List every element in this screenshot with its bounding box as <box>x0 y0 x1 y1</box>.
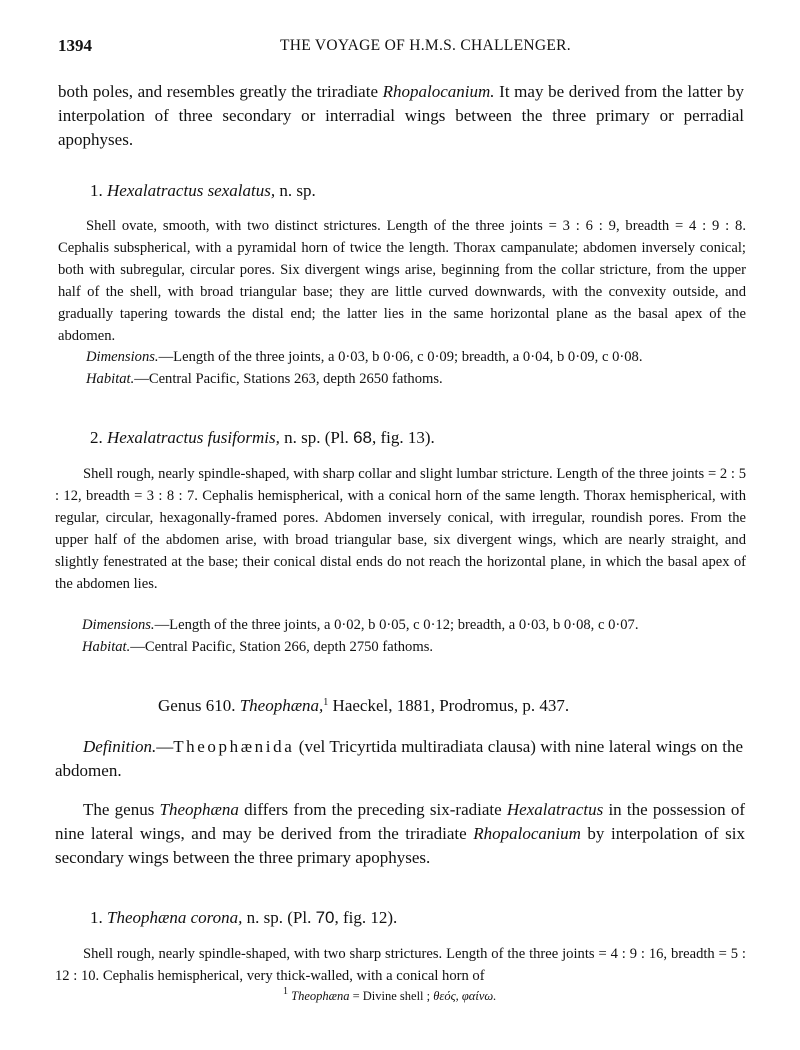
species-suffix: n. sp. (Pl. <box>242 908 316 927</box>
definition-family: Theophænida <box>173 737 295 756</box>
intro-genus-rhopalocanium: Rhopalocanium. <box>382 82 495 101</box>
genus-text-4: by interpolation of six secondary wings between the three primary apophyses. <box>55 824 745 867</box>
page-header <box>58 36 748 60</box>
figure-reference: , fig. 12). <box>334 908 398 927</box>
footnote-marker: 1 <box>323 697 329 708</box>
intro-text-2: It may be derived from the latter by interpolation of three secondary or interradial wings between the three primary or perradial apophyses. <box>58 82 744 149</box>
species-description-corona: Shell rough, nearly spindle-shaped, with two sharp strictures. Length of the three joints = 4 : 9 : 16, breadth = 5 : 12 : 10. Cephalis hemispherical, very thick-walled, with a conical horn of <box>55 946 746 984</box>
genus-text-2: differs from the preceding six-radiate <box>238 800 507 819</box>
intro-text-1: both poles, and resembles greatly the triradiate <box>58 82 383 101</box>
genus-paragraph <box>55 798 745 870</box>
habitat-line-fusiformis <box>82 636 746 658</box>
definition-text: (vel Tricyrtida multiradiata clausa) with nine lateral wings on the abdomen. <box>55 737 743 780</box>
species-description-sexalatus: Shell ovate, smooth, with two distinct strictures. Length of the three joints = 3 : 6 : 9, breadth = 4 : 9 : 8. Cephalis subspherical, with a pyramidal horn of twice the length. Thorax campanulate; abdomen inversely conical; both with subregular, circular pores. Six divergent wings arise, beginning from the collar stricture, from the upper half of the shell, with broad triangular base; they are little curved downwards, with the convexity outside, and gradually tapering towards the distal end; the latter lies in the same horizontal plane as the basal apex of the abdomen. <box>58 218 746 344</box>
species-heading-sexalatus <box>90 179 730 203</box>
dimensions-text: —Length of the three joints, a 0·03, b 0·06, c 0·09; breadth, a 0·04, b 0·09, c 0·08. <box>158 349 643 365</box>
dimensions-text: —Length of the three joints, a 0·02, b 0·05, c 0·12; breadth, a 0·03, b 0·08, c 0·07. <box>154 617 639 633</box>
species-description-fusiformis: Shell rough, nearly spindle-shaped, with sharp collar and slight lumbar stricture. Length of the three joints = 2 : 5 : 12, breadth = 3 : 8 : 7. Cephalis hemispherical, with a conical horn of the same length. Thorax hemispherical, with regular, circular, hexagonally-framed pores. Abdomen inversely conical, with irregular, roundish pores. From the upper half of the abdomen arise, with broad triangular base, six divergent wings, which are nearly straight, and slightly fenestrated at the base; their conical distal ends do not reach the horizontal plane, in which the basal apex of the abdomen lies. <box>55 466 746 592</box>
species-heading-fusiformis <box>90 426 730 450</box>
running-title: THE VOYAGE OF H.M.S. CHALLENGER. <box>280 37 571 54</box>
habitat-label: Habitat. <box>82 639 131 655</box>
genus-text-1: The genus <box>83 800 160 819</box>
species-name: Theophæna corona, <box>107 908 243 927</box>
species-name: Hexalatractus fusiformis, <box>107 428 280 447</box>
species-number: 2. <box>90 428 107 447</box>
dimensions-label: Dimensions. <box>86 349 159 365</box>
habitat-line-sexalatus <box>86 368 746 390</box>
footnote-genus-name: Theophæna <box>291 989 350 1003</box>
definition-label: Definition. <box>83 737 157 756</box>
footnote-greek: θεός, φαίνω. <box>433 989 497 1003</box>
footnote-number: 1 <box>283 986 288 997</box>
plate-number: 68 <box>353 428 372 447</box>
genus-italic-rhopalocanium: Rhopalocanium <box>473 824 581 843</box>
intro-paragraph <box>58 80 744 152</box>
habitat-label: Habitat. <box>86 371 135 387</box>
species-heading-corona <box>90 906 730 930</box>
genus-italic-theophaena: Theophæna <box>159 800 239 819</box>
genus-text-3: in the possession of nine lateral wings, and may be derived from the triradiate <box>55 800 746 843</box>
genus-authority: Haeckel, 1881, Prodromus, p. 437. <box>328 696 570 715</box>
genus-heading <box>158 694 718 718</box>
species-name: Hexalatractus sexalatus, <box>107 181 276 200</box>
dimensions-line-fusiformis <box>82 614 746 636</box>
species-number: 1. <box>90 181 107 200</box>
species-suffix: n. sp. (Pl. <box>279 428 354 447</box>
genus-number: Genus 610. <box>158 696 240 715</box>
definition-dash: — <box>156 737 174 756</box>
page-number: 1394 <box>58 36 92 55</box>
dimensions-label: Dimensions. <box>82 617 155 633</box>
species-number: 1. <box>90 908 107 927</box>
dimensions-line-sexalatus <box>86 346 746 368</box>
footnote-text: = Divine shell ; <box>349 989 434 1003</box>
habitat-text: —Central Pacific, Station 266, depth 2750 fathoms. <box>130 639 434 655</box>
genus-italic-hexalatractus: Hexalatractus <box>506 800 604 819</box>
definition-paragraph <box>55 735 743 783</box>
habitat-text: —Central Pacific, Stations 263, depth 2650 fathoms. <box>134 371 443 387</box>
footnote <box>283 988 743 1004</box>
genus-name: Theophæna, <box>239 696 324 715</box>
figure-reference: , fig. 13). <box>371 428 435 447</box>
plate-number: 70 <box>315 908 335 927</box>
species-suffix: n. sp. <box>275 181 316 200</box>
